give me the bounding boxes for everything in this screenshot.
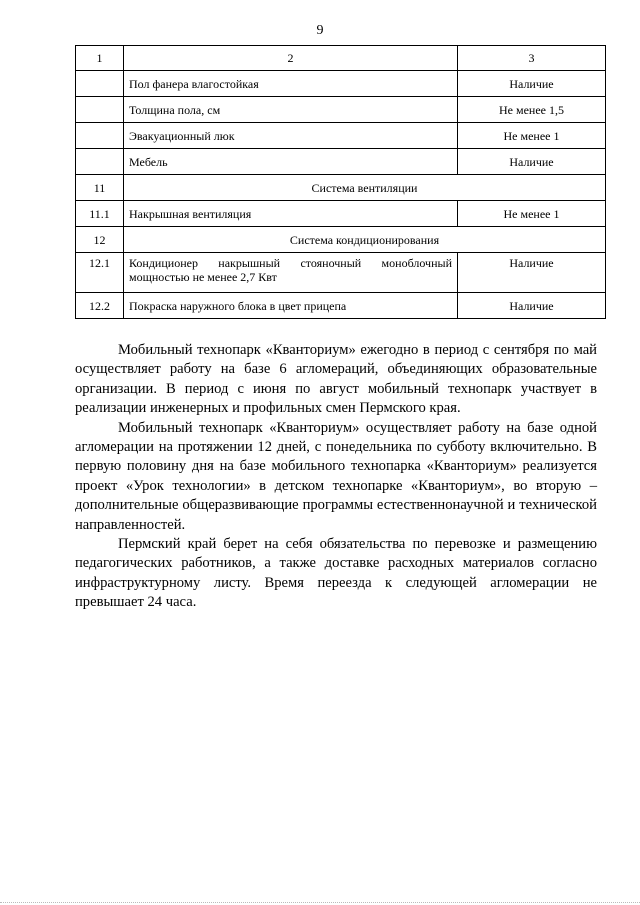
row-number (76, 123, 124, 149)
column-header: 3 (458, 46, 606, 71)
row-value: Наличие (458, 253, 606, 293)
paragraph: Мобильный технопарк «Кванториум» ежегодно в период с сентября по май осуществляет работу на базе 6 агломераций, объединяющих образовательные организации. В период с июня по август мобильный технопарк участвует в реализации инженерных и профильных смен Пермского края. (75, 342, 597, 417)
row-number: 11 (76, 175, 124, 201)
column-header: 1 (76, 46, 124, 71)
row-value: Не менее 1 (458, 123, 606, 149)
specification-table (75, 45, 606, 319)
row-number: 12.2 (76, 293, 124, 319)
row-value: Не менее 1 (458, 201, 606, 227)
row-description: Мебель (124, 149, 458, 175)
row-number (76, 71, 124, 97)
table-row (76, 123, 606, 149)
row-description: Пол фанера влагостойкая (124, 71, 458, 97)
row-number (76, 97, 124, 123)
section-title: Система кондиционирования (124, 227, 606, 253)
page-number: 9 (316, 23, 324, 38)
row-number: 12 (76, 227, 124, 253)
table-row (76, 71, 606, 97)
table-section-row (76, 175, 606, 201)
table-row (76, 293, 606, 319)
body-text (75, 341, 597, 613)
table-row (76, 253, 606, 293)
row-description: Толщина пола, см (124, 97, 458, 123)
row-number: 12.1 (76, 253, 124, 293)
table-row (76, 201, 606, 227)
row-description: Покраска наружного блока в цвет прицепа (124, 293, 458, 319)
paragraph: Пермский край берет на себя обязательства по перевозке и размещению педагогических работников, а также доставке расходных материалов согласно инфраструктурному листу. Время переезда к следующей агломерации не превышает 24 часа. (75, 536, 597, 611)
row-value: Не менее 1,5 (458, 97, 606, 123)
row-description: Эвакуационный люк (124, 123, 458, 149)
row-value: Наличие (458, 71, 606, 97)
table-row (76, 97, 606, 123)
row-description: Накрышная вентиляция (124, 201, 458, 227)
row-number (76, 149, 124, 175)
row-number: 11.1 (76, 201, 124, 227)
row-value: Наличие (458, 149, 606, 175)
column-header: 2 (124, 46, 458, 71)
table-header-row (76, 46, 606, 71)
section-title: Система вентиляции (124, 175, 606, 201)
table-row (76, 149, 606, 175)
row-description: Кондиционер накрышный стояночный моноблочный мощностью не менее 2,7 Квт (124, 253, 458, 293)
paragraph: Мобильный технопарк «Кванториум» осуществляет работу на базе одной агломерации на протяжении 12 дней, с понедельника по субботу включительно. В первую половину дня на базе мобильного технопарка «Кванториум» реализуется проект «Урок технологии» в детском технопарке «Кванториум», во вторую – дополнительные общеразвивающие программы естественнонаучной и технической направленностей. (75, 419, 597, 533)
row-value: Наличие (458, 293, 606, 319)
table-section-row (76, 227, 606, 253)
